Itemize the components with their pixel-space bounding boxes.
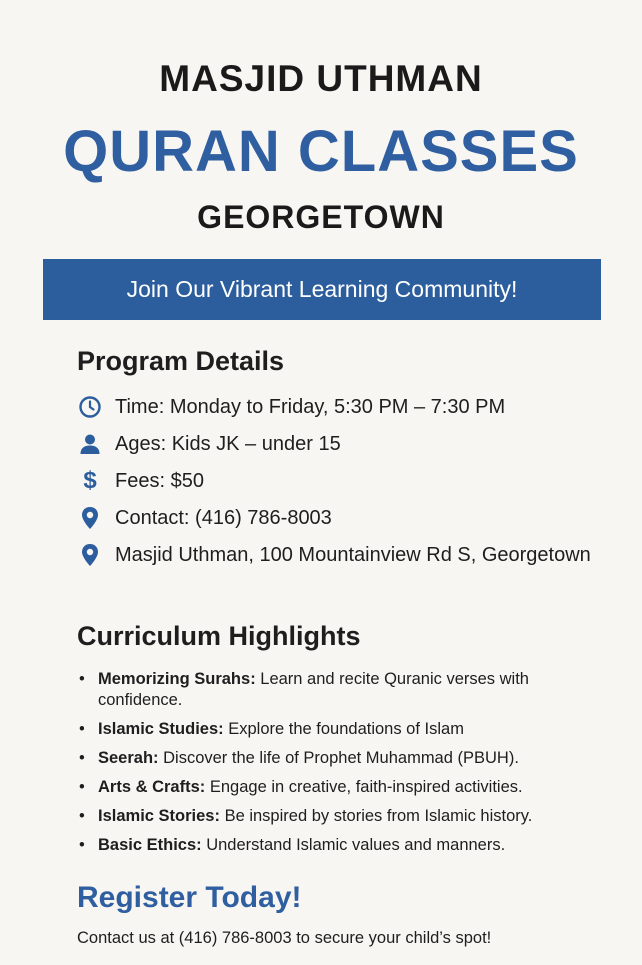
bullet-icon: • — [79, 836, 85, 854]
list-item: • Basic Ethics: Understand Islamic values and manners. — [79, 836, 506, 854]
register-contact-text: Contact us at (416) 786-8003 to secure your child’s spot! — [77, 929, 492, 947]
detail-contact-text: Contact: (416) 786-8003 — [115, 507, 332, 529]
detail-ages — [77, 431, 597, 457]
detail-address — [77, 542, 597, 568]
program-details-heading: Program Details — [77, 346, 285, 376]
curriculum-list — [77, 669, 607, 864]
register-heading: Register Today! — [77, 881, 302, 914]
org-name: MASJID UTHMAN — [159, 58, 483, 99]
detail-time — [77, 394, 597, 420]
detail-ages-text: Ages: Kids JK – under 15 — [115, 433, 341, 455]
detail-contact — [77, 505, 597, 531]
bullet-icon: • — [79, 807, 85, 825]
list-item: • Arts & Crafts: Engage in creative, faith-inspired activities. — [79, 778, 523, 796]
bullet-icon: • — [79, 778, 85, 796]
location-title: GEORGETOWN — [197, 199, 445, 235]
bullet-icon: • — [79, 749, 85, 767]
person-icon — [77, 431, 103, 457]
dollar-icon: $ — [83, 467, 97, 494]
page-title: QURAN CLASSES — [63, 119, 579, 184]
list-item: • Islamic Studies: Explore the foundations of Islam — [79, 720, 464, 738]
location-pin-icon — [77, 542, 103, 568]
detail-address-text: Masjid Uthman, 100 Mountainview Rd S, Georgetown — [115, 544, 591, 566]
detail-fees-text: Fees: $50 — [115, 470, 204, 492]
list-item: • Memorizing Surahs: Learn and recite Quranic verses with confidence. — [79, 670, 529, 709]
bullet-icon: • — [79, 720, 85, 738]
list-item: • Seerah: Discover the life of Prophet Muhammad (PBUH). — [79, 749, 519, 767]
clock-icon — [77, 394, 103, 420]
curriculum-heading: Curriculum Highlights — [77, 621, 361, 651]
bullet-icon: • — [79, 670, 85, 688]
program-details-list — [77, 394, 597, 579]
community-banner: Join Our Vibrant Learning Community! — [43, 259, 601, 320]
list-item: • Islamic Stories: Be inspired by stories from Islamic history. — [79, 807, 533, 825]
detail-time-text: Time: Monday to Friday, 5:30 PM – 7:30 PM — [115, 396, 506, 418]
location-pin-icon — [77, 505, 103, 531]
detail-fees — [77, 468, 597, 494]
